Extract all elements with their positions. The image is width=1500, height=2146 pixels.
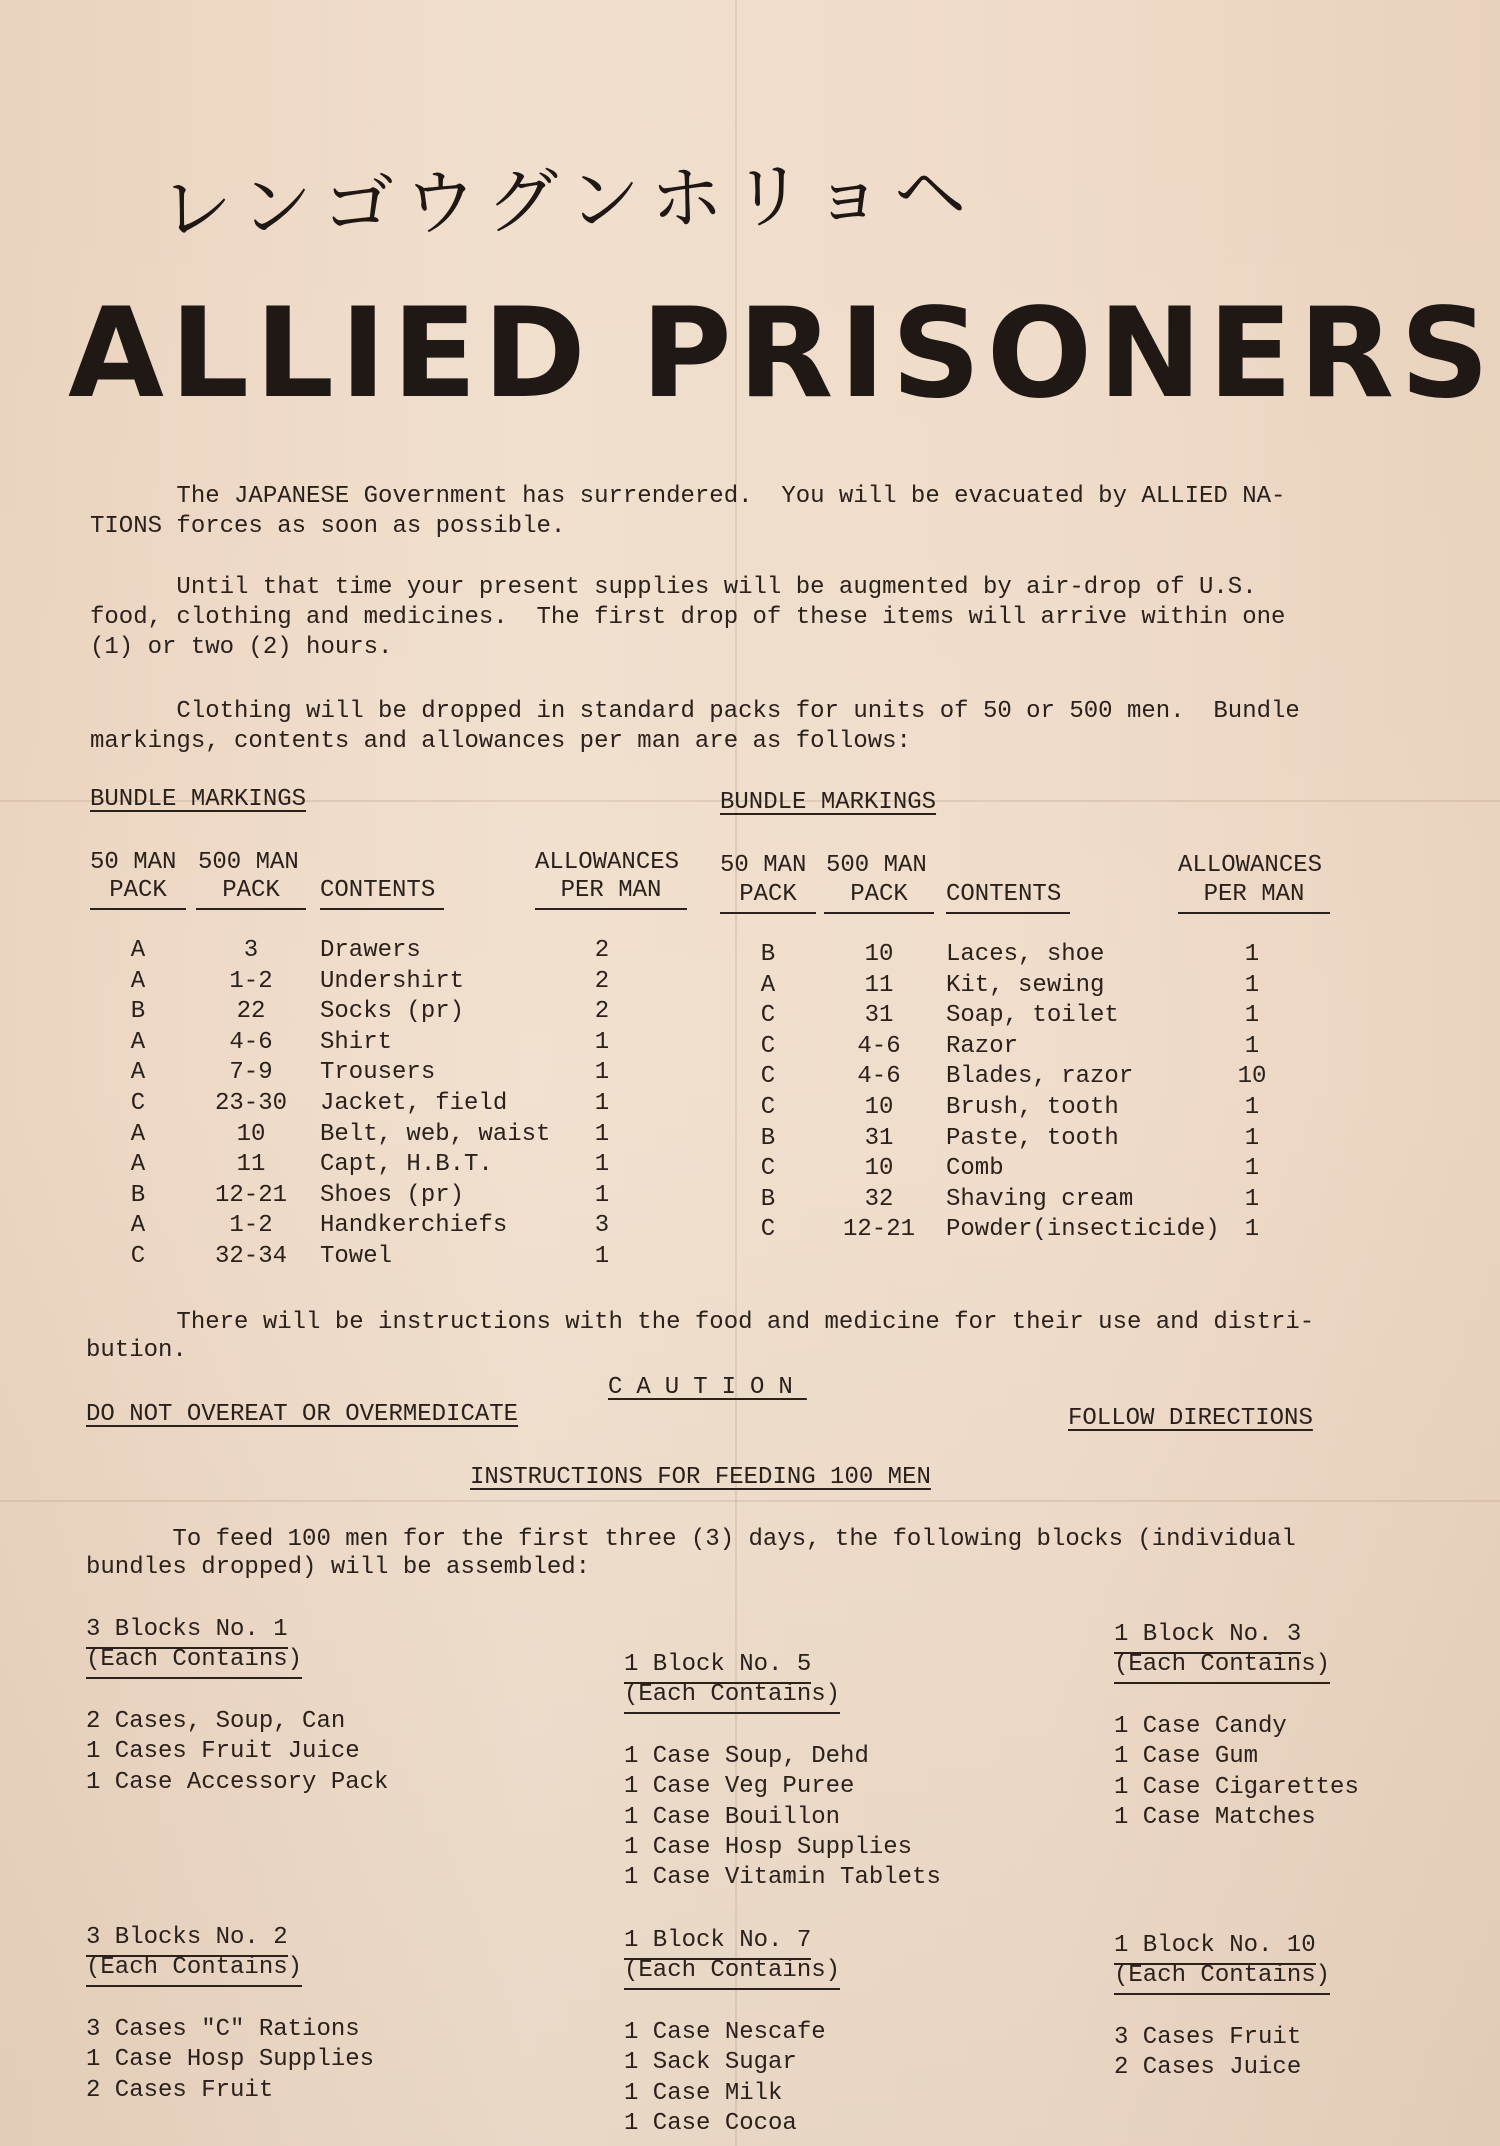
row-pack-500: 7-9 (229, 1059, 273, 1087)
row-contents: Kit, sewing (946, 971, 1105, 999)
col-50-man-left: 50 MAN (90, 849, 177, 876)
row-pack-50: A (760, 971, 776, 999)
row-pack-500: 4-6 (857, 1063, 901, 1091)
col-pack-500-right: PACK (824, 880, 934, 914)
row-allowance: 1 (1244, 971, 1260, 999)
row-contents: Undershirt (320, 967, 465, 995)
row-pack-500: 32 (864, 1185, 894, 1213)
intro-p2-line2: food, clothing and medicines. The first drop of these items will arrive within one (90, 604, 1286, 631)
block-item: 1 Case Vitamin Tablets (624, 1864, 941, 1892)
row-allowance: 1 (594, 1243, 610, 1270)
row-pack-50: C (760, 1063, 776, 1091)
block-subtitle: (Each Contains) (86, 1953, 302, 1987)
block-item: 2 Cases, Soup, Can (86, 1708, 346, 1735)
row-pack-500: 31 (864, 1124, 894, 1152)
row-pack-50: B (130, 1181, 146, 1209)
row-allowance: 1 (1244, 1155, 1260, 1183)
col-allowances-left: ALLOWANCES (535, 849, 680, 876)
feeding-line1: To feed 100 men for the first three (3) days, the following blocks (individual (86, 1526, 1296, 1553)
row-contents: Drawers (320, 937, 421, 964)
caution-title: CAUTION (608, 1374, 807, 1401)
row-allowance: 1 (594, 1181, 610, 1209)
instructions-line2: bution. (86, 1337, 187, 1364)
block-item: 2 Cases Juice (1114, 2054, 1302, 2082)
row-pack-50: C (760, 1002, 776, 1030)
block-title: 1 Block No. 3 (1114, 1620, 1301, 1654)
row-pack-500: 10 (864, 941, 894, 968)
row-contents: Blades, razor (946, 1063, 1134, 1091)
block-subtitle: (Each Contains) (1114, 1650, 1330, 1684)
row-allowance: 1 (594, 1120, 610, 1148)
row-pack-50: A (130, 1120, 146, 1148)
row-pack-50: B (130, 998, 146, 1026)
page-title: ALLIED PRISONERS (68, 282, 1496, 426)
row-pack-500: 11 (864, 971, 894, 999)
col-50-man-right: 50 MAN (720, 852, 807, 879)
row-contents: Shirt (320, 1028, 393, 1056)
row-allowance: 2 (594, 967, 610, 995)
row-allowance: 10 (1237, 1063, 1267, 1091)
row-contents: Socks (pr) (320, 998, 465, 1026)
col-pack-500-left: PACK (196, 876, 306, 910)
row-pack-500: 12-21 (842, 1216, 915, 1244)
row-allowance: 1 (594, 1059, 610, 1087)
block-item: 1 Case Accessory Pack (86, 1768, 389, 1796)
row-pack-50: A (130, 1212, 146, 1240)
intro-p1-line1: The JAPANESE Government has surrendered. You will be evacuated by ALLIED NA- (90, 483, 1286, 510)
row-contents: Shaving cream (946, 1185, 1134, 1213)
row-pack-500: 3 (243, 937, 259, 964)
block-item: 1 Case Cigarettes (1114, 1773, 1359, 1801)
block-subtitle: (Each Contains) (624, 1956, 840, 1990)
block-item: 3 Cases "C" Rations (86, 2016, 360, 2043)
row-allowance: 2 (594, 937, 610, 964)
row-pack-500: 32-34 (214, 1243, 287, 1270)
block-item: 1 Cases Fruit Juice (86, 1738, 360, 1766)
block-item: 1 Case Bouillon (624, 1803, 841, 1831)
row-allowance: 2 (594, 998, 610, 1026)
row-contents: Handkerchiefs (320, 1212, 508, 1240)
block-title: 3 Blocks No. 1 (86, 1615, 288, 1649)
row-pack-500: 1-2 (229, 967, 273, 995)
block-subtitle: (Each Contains) (624, 1680, 840, 1714)
row-contents: Belt, web, waist (320, 1120, 551, 1148)
row-allowance: 1 (1244, 1216, 1260, 1244)
row-allowance: 1 (594, 1028, 610, 1056)
row-pack-50: C (760, 1216, 776, 1244)
block-item: 1 Case Veg Puree (624, 1773, 855, 1801)
col-pack-50-right: PACK (720, 880, 816, 914)
row-pack-50: C (130, 1243, 146, 1270)
block-item: 1 Case Hosp Supplies (86, 2046, 375, 2074)
japanese-title: レンゴウグンホリョヘ (159, 149, 977, 251)
row-pack-500: 11 (236, 1151, 266, 1179)
block-item: 1 Case Gum (1114, 1743, 1259, 1771)
col-per-man-left: PER MAN (535, 876, 687, 910)
block-item: 2 Cases Fruit (86, 2076, 274, 2104)
block-item: 3 Cases Fruit (1114, 2024, 1302, 2051)
block-item: 1 Case Soup, Dehd (624, 1743, 869, 1770)
block-title: 3 Blocks No. 2 (86, 1923, 288, 1957)
block-title: 1 Block No. 5 (624, 1650, 811, 1684)
row-pack-500: 10 (864, 1155, 894, 1183)
feeding-line2: bundles dropped) will be assembled: (86, 1554, 591, 1581)
row-contents: Razor (946, 1032, 1019, 1060)
row-pack-500: 1-2 (229, 1212, 273, 1240)
block-item: 1 Case Milk (624, 2079, 783, 2107)
row-allowance: 3 (594, 1212, 610, 1240)
row-contents: Comb (946, 1155, 1004, 1183)
col-per-man-right: PER MAN (1178, 880, 1330, 914)
col-allowances-right: ALLOWANCES (1178, 852, 1323, 879)
row-pack-50: B (760, 1185, 776, 1213)
row-contents: Trousers (320, 1059, 436, 1087)
row-pack-50: C (760, 1094, 776, 1121)
row-allowance: 1 (1244, 1032, 1260, 1060)
intro-p3-line2: markings, contents and allowances per man are as follows: (90, 728, 911, 755)
block-subtitle: (Each Contains) (86, 1645, 302, 1679)
col-contents-right: CONTENTS (946, 880, 1070, 914)
row-contents: Jacket, field (320, 1090, 508, 1117)
block-title: 1 Block No. 7 (624, 1926, 811, 1960)
instructions-line1: There will be instructions with the food and medicine for their use and distri- (90, 1309, 1315, 1336)
row-contents: Soap, toilet (946, 1002, 1119, 1030)
row-pack-50: A (130, 1028, 146, 1056)
row-pack-500: 31 (864, 1002, 894, 1030)
row-allowance: 1 (1244, 1185, 1260, 1213)
bundle-markings-label-left: BUNDLE MARKINGS (90, 786, 307, 813)
row-contents: Laces, shoe (946, 941, 1105, 968)
row-contents: Capt, H.B.T. (320, 1151, 493, 1179)
row-pack-500: 23-30 (214, 1090, 287, 1117)
row-allowance: 1 (1244, 941, 1260, 968)
bundle-markings-label-right: BUNDLE MARKINGS (720, 789, 937, 816)
row-allowance: 1 (594, 1090, 610, 1117)
row-allowance: 1 (594, 1151, 610, 1179)
row-pack-50: C (760, 1155, 776, 1183)
row-allowance: 1 (1244, 1002, 1260, 1030)
block-item: 1 Case Cocoa (624, 2109, 797, 2137)
row-pack-50: A (130, 937, 146, 964)
intro-p1-line2: TIONS forces as soon as possible. (90, 513, 566, 540)
paper-fold-horizontal (0, 1500, 1500, 1502)
block-item: 1 Case Matches (1114, 1803, 1316, 1831)
block-title: 1 Block No. 10 (1114, 1931, 1316, 1965)
caution-right: FOLLOW DIRECTIONS (1068, 1405, 1313, 1432)
row-pack-50: A (130, 1059, 146, 1087)
row-pack-50: A (130, 967, 146, 995)
row-pack-50: A (130, 1151, 146, 1179)
row-pack-500: 4-6 (857, 1032, 901, 1060)
col-contents-left: CONTENTS (320, 876, 444, 910)
row-contents: Towel (320, 1243, 393, 1270)
feeding-heading: INSTRUCTIONS FOR FEEDING 100 MEN (470, 1464, 931, 1491)
row-contents: Shoes (pr) (320, 1181, 465, 1209)
row-pack-50: C (130, 1090, 146, 1117)
block-item: 1 Case Candy (1114, 1713, 1287, 1740)
block-item: 1 Sack Sugar (624, 2049, 797, 2077)
row-pack-50: B (760, 1124, 776, 1152)
row-pack-500: 22 (236, 998, 266, 1026)
row-contents: Powder(insecticide) (946, 1216, 1220, 1244)
row-pack-500: 12-21 (214, 1181, 287, 1209)
row-pack-500: 10 (236, 1120, 266, 1148)
block-item: 1 Case Hosp Supplies (624, 1833, 913, 1861)
row-pack-50: C (760, 1032, 776, 1060)
block-item: 1 Case Nescafe (624, 2019, 826, 2046)
intro-p2-line1: Until that time your present supplies will be augmented by air-drop of U.S. (90, 574, 1257, 601)
row-contents: Brush, tooth (946, 1094, 1119, 1121)
caution-left: DO NOT OVEREAT OR OVERMEDICATE (86, 1401, 519, 1428)
col-500-man-right: 500 MAN (826, 852, 927, 879)
row-allowance: 1 (1244, 1124, 1260, 1152)
block-subtitle: (Each Contains) (1114, 1961, 1330, 1995)
intro-p2-line3: (1) or two (2) hours. (90, 634, 393, 661)
col-pack-50-left: PACK (90, 876, 186, 910)
row-pack-500: 4-6 (229, 1028, 273, 1056)
row-pack-50: B (760, 941, 776, 968)
row-allowance: 1 (1244, 1094, 1260, 1121)
row-contents: Paste, tooth (946, 1124, 1119, 1152)
col-500-man-left: 500 MAN (198, 849, 299, 876)
row-pack-500: 10 (864, 1094, 894, 1121)
intro-p3-line1: Clothing will be dropped in standard packs for units of 50 or 500 men. Bundle (90, 698, 1300, 725)
